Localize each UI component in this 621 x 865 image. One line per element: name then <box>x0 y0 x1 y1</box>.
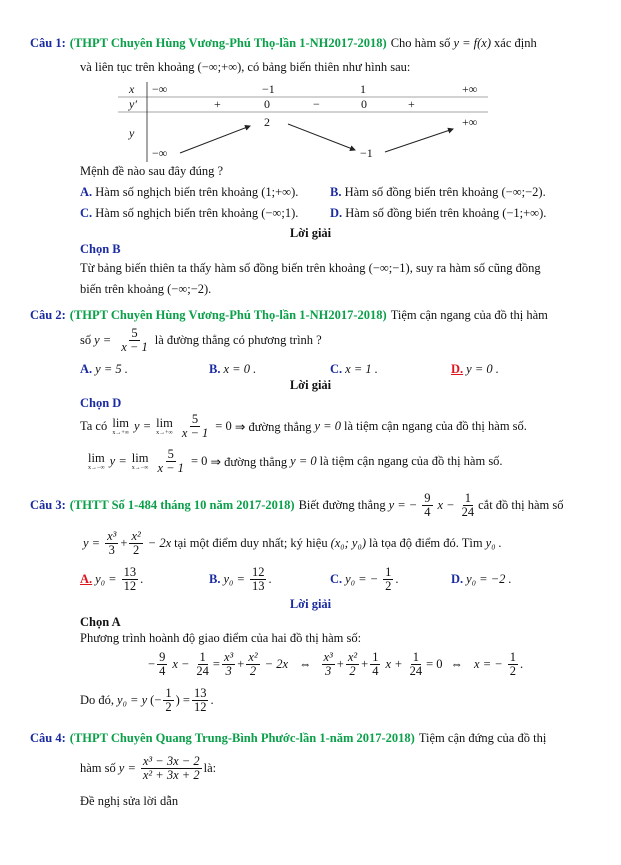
numerator: x³ <box>107 529 117 543</box>
math: = 0 <box>215 419 232 434</box>
option-key: A. <box>80 185 93 199</box>
q2-line2 <box>80 327 322 354</box>
option-key: B. <box>209 572 221 587</box>
option-text: y₀ = <box>223 572 245 587</box>
denominator: 4 <box>424 505 431 520</box>
option-text: x = 1 . <box>345 362 378 376</box>
question-text: Cho hàm số <box>390 36 451 50</box>
numerator: 1 <box>412 650 419 664</box>
fraction <box>346 651 359 678</box>
answer-choice: Chọn D <box>80 396 122 410</box>
fraction <box>383 566 393 593</box>
fraction <box>163 687 173 714</box>
iff-symbol: ⇔ <box>299 657 312 672</box>
math: (x₀; y₀) <box>330 536 366 551</box>
question-text: Tiệm cận ngang của đồ thị hàm <box>390 308 548 322</box>
question-label: Câu 4: <box>30 731 66 745</box>
option-key-correct: D. <box>451 362 464 376</box>
text: ⇒ đường thẳng <box>234 419 312 434</box>
math: ) = <box>175 693 190 708</box>
option-a[interactable]: A. y₀ = $\frac{13}{12}$ . <box>80 565 144 594</box>
numerator: x³ <box>323 650 333 664</box>
lim: lim <box>88 451 105 466</box>
denominator: 2 <box>349 664 356 679</box>
option-text: y₀ = <box>95 572 117 587</box>
option-b[interactable]: B. y₀ = $\frac{12}{13}$ . <box>209 565 272 594</box>
iff-symbol: ⇔ <box>450 657 464 672</box>
denominator: 3 <box>325 664 332 679</box>
math: y = 0 <box>290 454 317 469</box>
fraction <box>157 651 167 678</box>
option-text: x = 0 . <box>223 362 257 376</box>
question-label: Câu 1: <box>30 36 66 50</box>
option-text: Hàm số nghịch biến trên khoảng (−∞;1). <box>95 206 299 220</box>
numerator: x² <box>131 529 141 543</box>
q1-line2 <box>80 60 410 75</box>
text: ⇒ đường thẳng <box>210 454 288 469</box>
math: + <box>336 657 344 672</box>
text: Do đó, <box>80 693 115 708</box>
numerator: 9 <box>424 491 431 505</box>
text: là tiệm cận ngang của đồ thị hàm số. <box>319 454 503 469</box>
option-key: C. <box>330 362 343 376</box>
denominator: 2 <box>165 700 172 715</box>
math: x + <box>385 657 403 672</box>
denominator: 4 <box>159 664 166 679</box>
sign: 0 <box>264 97 270 111</box>
limit <box>132 452 149 471</box>
solution-title: Lời giải <box>289 226 332 240</box>
x-value: +∞ <box>462 82 478 96</box>
question-text: xác định <box>494 36 537 50</box>
text: tại một điểm duy nhất; ký hiệu <box>174 536 328 551</box>
question-text: cắt đồ thị hàm số <box>478 498 564 513</box>
option-key: C. <box>330 572 343 587</box>
question-label: Câu 2: <box>30 308 66 322</box>
lim-sub: x→+∞ <box>156 429 173 436</box>
fraction <box>177 413 213 440</box>
solution-title: Lời giải <box>289 597 332 611</box>
numerator: x³ − 3x − 2 <box>142 754 200 768</box>
math: y₀ . <box>485 536 502 551</box>
option-c[interactable] <box>80 206 298 221</box>
option-key: D. <box>330 206 343 220</box>
math: x − <box>437 498 455 513</box>
arrow-down <box>288 124 355 150</box>
numerator: 1 <box>372 650 379 664</box>
numerator: 9 <box>159 650 166 664</box>
text: là tiệm cận ngang của đồ thị hàm số. <box>343 419 527 434</box>
math: y = <box>134 419 152 434</box>
lim: lim <box>112 416 130 431</box>
sign: − <box>313 97 320 111</box>
math: + <box>120 536 128 551</box>
y-value: +∞ <box>462 115 478 129</box>
math: − <box>148 657 156 672</box>
math: + <box>361 657 369 672</box>
question-source: (THPT Chuyên Hùng Vương-Phú Thọ-lần 1-NH2017-2018) <box>69 308 387 322</box>
denominator: 2 <box>509 664 516 679</box>
option-d[interactable] <box>451 572 515 587</box>
limit <box>88 452 105 471</box>
text: là tọa độ điểm đó. Tìm <box>368 536 483 551</box>
text: là: <box>203 761 217 776</box>
option-a[interactable] <box>80 185 298 200</box>
denominator: x − 1 <box>181 426 209 441</box>
option-key-correct: A. <box>80 572 93 587</box>
numerator: 1 <box>385 565 392 579</box>
fraction <box>246 651 259 678</box>
math: x − <box>172 657 190 672</box>
math: y = f(x) <box>453 36 492 50</box>
denominator: x − 1 <box>157 461 184 476</box>
question-text: Biết đường thẳng <box>298 498 386 513</box>
table-lines <box>118 82 488 162</box>
numerator: 1 <box>464 491 471 505</box>
x-value: −1 <box>262 82 275 96</box>
numerator: x³ <box>223 650 234 664</box>
numerator: 12 <box>251 565 265 579</box>
question-text: Tiệm cận đứng của đồ thị <box>418 731 547 745</box>
text: Ta có <box>80 419 108 434</box>
y-label: y <box>129 126 135 140</box>
numerator: 1 <box>199 650 206 664</box>
fraction <box>141 755 202 782</box>
question-source: (THTT Số 1-484 tháng 10 năm 2017-2018) <box>69 498 295 513</box>
y-value: 2 <box>264 115 270 129</box>
x-label: x <box>129 82 135 96</box>
fraction <box>116 327 152 354</box>
math: y = 0 <box>314 419 341 434</box>
q3-line2 <box>80 530 505 557</box>
denominator: x² + 3x + 2 <box>142 768 200 783</box>
x-value: −∞ <box>152 82 168 96</box>
denominator: 2 <box>132 543 140 558</box>
denominator: 13 <box>251 579 265 594</box>
fraction <box>422 492 432 519</box>
limit <box>156 417 173 436</box>
q4-line2 <box>80 755 216 782</box>
option-key: C. <box>80 206 93 220</box>
option-text: Hàm số đồng biến trên khoảng (−1;+∞). <box>345 206 547 220</box>
option-key: D. <box>451 572 464 586</box>
denominator: 12 <box>193 700 207 715</box>
math: − 2x <box>147 536 172 551</box>
question-source: (THPT Chuyên Quang Trung-Bình Phước-lần 1-năm 2017-2018) <box>69 731 415 745</box>
denominator: 2 <box>249 664 257 679</box>
fraction <box>105 530 118 557</box>
option-text: y₀ = − <box>345 572 379 587</box>
q3-header <box>30 492 564 519</box>
denominator: 24 <box>196 664 209 679</box>
answer-choice: Chọn A <box>80 615 121 629</box>
option-text: y₀ = −2 . <box>466 572 512 586</box>
numerator: 1 <box>509 650 516 664</box>
solution-text: Phương trình hoành độ giao điểm của hai đồ thị hàm số: <box>80 631 362 645</box>
denominator: 4 <box>372 664 379 679</box>
option-d[interactable] <box>451 362 502 377</box>
option-d[interactable] <box>330 206 546 221</box>
q2-header <box>30 308 548 323</box>
denominator: x − 1 <box>121 340 148 355</box>
fraction <box>370 651 380 678</box>
y-value: −∞ <box>152 146 168 160</box>
math: y = <box>109 454 127 469</box>
numerator: 13 <box>193 686 207 700</box>
denominator: 12 <box>123 579 137 594</box>
limit-line <box>80 413 527 440</box>
lim-sub: x→+∞ <box>112 429 130 436</box>
yprime-label: y′ <box>129 97 137 111</box>
math: (−∞;+∞), <box>197 60 245 74</box>
question-source: (THPT Chuyên Hùng Vương-Phú Thọ-lần 1-NH2017-2018) <box>69 36 387 50</box>
fraction <box>129 530 142 557</box>
numerator: 5 <box>167 447 174 461</box>
editor-note: Đề nghị sửa lời dẫn <box>80 794 179 808</box>
fraction <box>192 687 209 714</box>
sign: + <box>214 97 221 111</box>
option-a[interactable] <box>80 362 131 377</box>
lim-sub: x→−∞ <box>131 464 149 471</box>
text: là đường thẳng có phương trình ? <box>154 333 322 348</box>
arrow-up <box>385 129 453 152</box>
option-key: B. <box>330 185 342 199</box>
option-b[interactable] <box>330 185 546 200</box>
math: y = <box>118 761 136 776</box>
result-line: Do đó, y₀ = y (− $\frac{1}{2}$ ) = $\frac{13}{12}$ . <box>80 686 214 715</box>
lim-sub: x→−∞ <box>88 464 105 471</box>
text: số <box>80 333 92 348</box>
fraction <box>222 651 235 678</box>
arrow-up <box>180 126 250 153</box>
math: y = − <box>388 498 418 513</box>
option-c[interactable]: C. y₀ = − $\frac{1}{2}$ . <box>330 565 399 594</box>
q4-header <box>30 731 546 746</box>
lim: lim <box>156 416 173 431</box>
equation: − $\frac{9}{4}$ x − $\frac{1}{24}$ = $\frac{\text{x³}}{3}$ + $\frac{\text{x²}}{2}$ − 2x ⇔ $\frac{\text{x³}}{3}$ + $\frac{\text{x²}}{2}$ + $\frac{1}{4}$ x + $\frac{1}{24}$ = 0 ⇔ x = − $\frac{1}{2}$ . <box>148 650 524 679</box>
fraction <box>322 651 335 678</box>
solution-text: biến trên khoảng (−∞;−2). <box>80 282 212 296</box>
denominator: 2 <box>385 579 392 594</box>
denominator: 24 <box>409 664 423 679</box>
numerator: 5 <box>131 326 138 340</box>
option-text: y = 5 . <box>95 362 128 376</box>
numerator: 1 <box>165 686 172 700</box>
question-label: Câu 3: <box>30 498 66 513</box>
text: có bảng biến thiên như hình sau: <box>247 60 411 74</box>
math: = <box>212 657 220 672</box>
math: = 0 <box>190 454 208 469</box>
denominator: 3 <box>108 543 115 558</box>
math: y = <box>83 536 101 551</box>
fraction <box>250 566 267 593</box>
math: − 2x <box>264 657 288 672</box>
text: hàm số <box>80 761 116 776</box>
numerator: 5 <box>191 412 199 426</box>
math: (− <box>150 693 162 708</box>
answer-choice: Chọn B <box>80 242 121 256</box>
fraction <box>194 651 211 678</box>
fraction <box>460 492 477 519</box>
option-c[interactable] <box>330 362 381 377</box>
numerator: 13 <box>123 565 137 579</box>
numerator: x² <box>347 650 358 664</box>
x-value: 1 <box>360 82 366 96</box>
lim: lim <box>131 451 149 466</box>
text: và liên tục trên khoảng <box>80 60 195 74</box>
limit <box>112 417 129 436</box>
option-key: A. <box>80 362 93 376</box>
math: + <box>237 657 245 672</box>
fraction <box>122 566 139 593</box>
fraction <box>408 651 425 678</box>
numerator: x² <box>248 650 258 664</box>
solution-title: Lời giải <box>289 378 332 392</box>
math: = 0 <box>426 657 443 672</box>
option-key: B. <box>209 362 221 376</box>
option-text: Hàm số nghịch biến trên khoảng (1;+∞). <box>95 185 299 199</box>
math: y₀ = y <box>117 693 148 708</box>
solution-text: Từ bảng biến thiên ta thấy hàm số đồng biến trên khoảng (−∞;−1), suy ra hàm số cũng đồng <box>80 261 541 275</box>
sign: + <box>408 97 415 111</box>
denominator: 24 <box>461 505 475 520</box>
math: y = <box>94 333 112 348</box>
option-b[interactable] <box>209 362 259 377</box>
variation-table <box>118 82 488 162</box>
fraction <box>152 448 188 475</box>
question-prompt: Mệnh đề nào sau đây đúng ? <box>80 164 224 178</box>
option-text: y = 0 . <box>466 362 499 376</box>
math: x = − <box>474 657 503 672</box>
option-text: Hàm số đồng biến trên khoảng (−∞;−2). <box>344 185 546 199</box>
sign: 0 <box>361 97 367 111</box>
fraction <box>508 651 518 678</box>
y-value: −1 <box>360 146 373 160</box>
limit-line <box>86 448 503 475</box>
denominator: 3 <box>225 664 232 679</box>
q1-header <box>30 36 537 51</box>
